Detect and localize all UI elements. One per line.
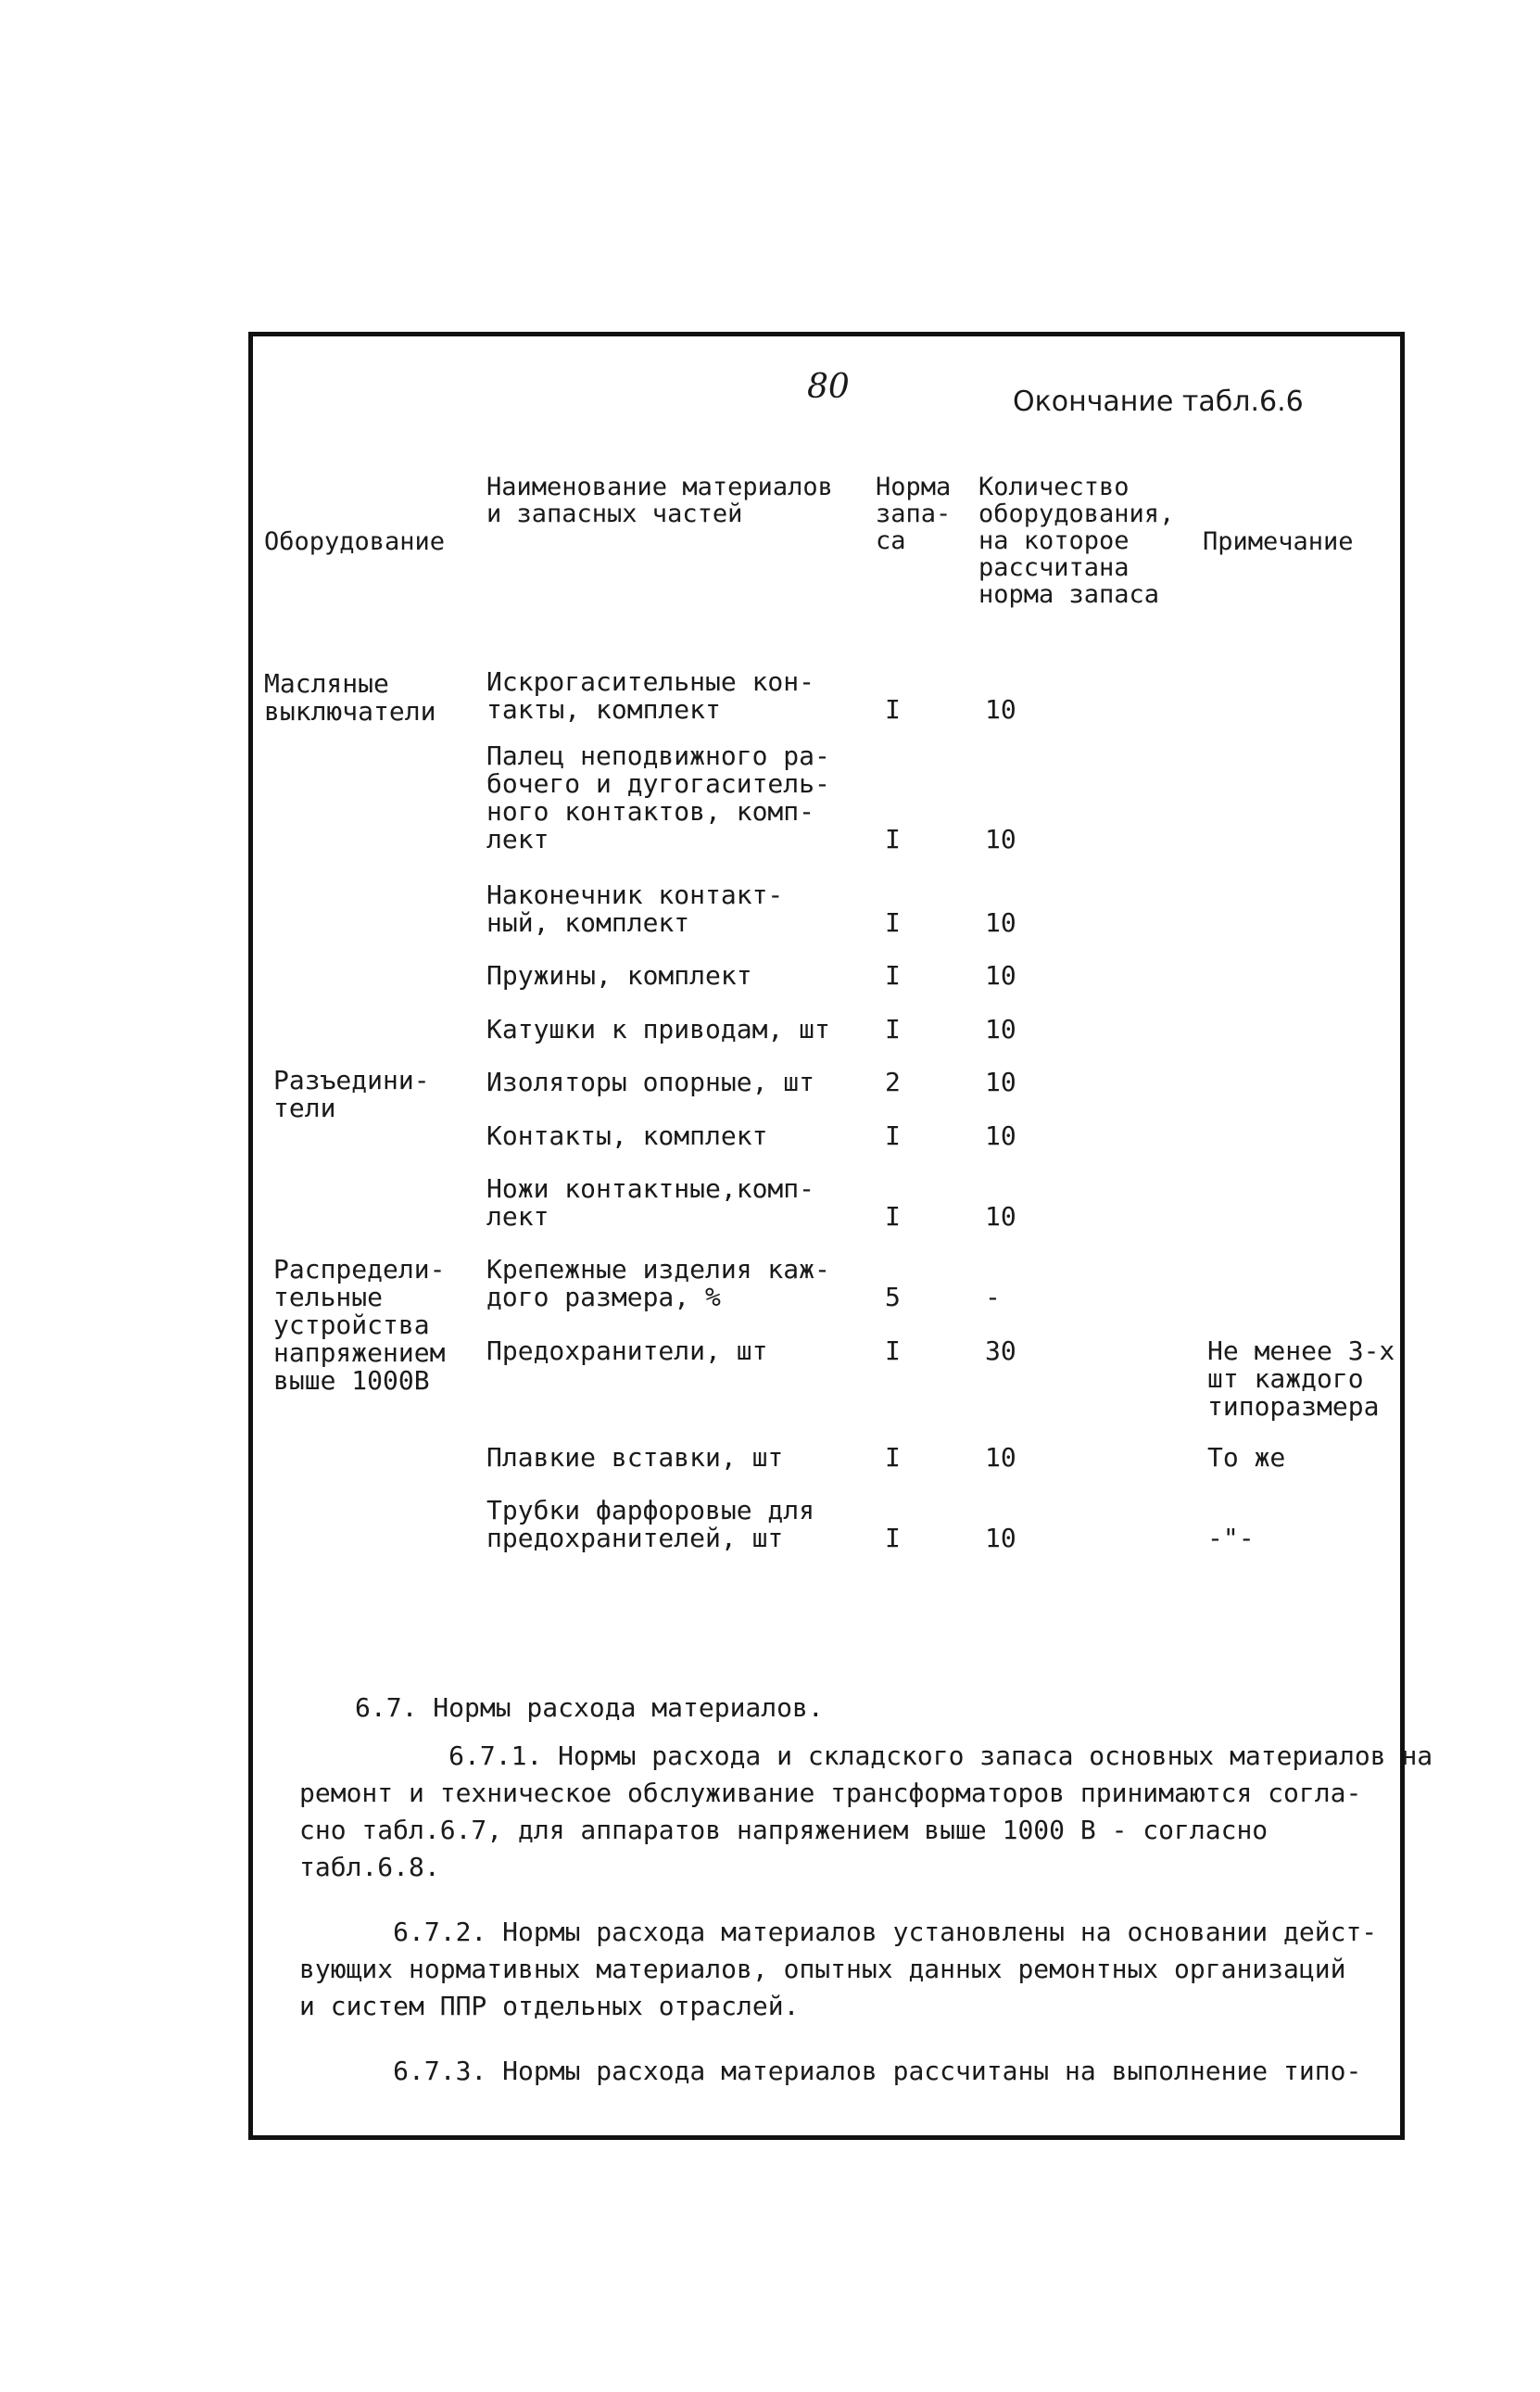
quantity-cell: 10 bbox=[985, 1201, 1016, 1232]
material-cell: Катушки к приводам, шт bbox=[486, 1014, 830, 1044]
material-cell: Контакты, комплект bbox=[486, 1120, 768, 1151]
note-cell: То же bbox=[1207, 1442, 1286, 1473]
quantity-cell: 10 bbox=[985, 1523, 1016, 1553]
page-frame bbox=[248, 332, 1433, 2140]
material-cell: Пружины, комплект bbox=[486, 960, 752, 991]
group-label: Разъедини- тели bbox=[273, 1065, 430, 1123]
header-quantity: Количество оборудования, на которое рассчитана норма запаса bbox=[978, 473, 1175, 609]
page-number: 80 bbox=[807, 368, 850, 406]
quantity-cell: 10 bbox=[985, 1120, 1016, 1151]
norm-cell: I bbox=[885, 824, 901, 854]
norm-cell: I bbox=[885, 1014, 901, 1044]
quantity-cell: 10 bbox=[985, 1067, 1016, 1097]
norm-cell: I bbox=[885, 907, 901, 938]
paragraph: 6.7.1. Нормы расхода и складского запаса основных материалов на ремонт и техническое обслуживание трансформаторов принимаются согла- сно табл.6.7, для аппаратов напряжением выше 1000 В - согласно табл.6.8. bbox=[299, 1740, 1433, 1882]
group-label: Масляные выключатели bbox=[264, 668, 436, 727]
norm-cell: 5 bbox=[885, 1282, 901, 1312]
header-materials: Наименование материалов и запасных частей bbox=[486, 473, 833, 528]
norm-cell: I bbox=[885, 1335, 901, 1366]
norm-cell: 2 bbox=[885, 1067, 901, 1097]
quantity-cell: 10 bbox=[985, 1014, 1016, 1044]
quantity-cell: 30 bbox=[985, 1335, 1016, 1366]
norm-cell: I bbox=[885, 1523, 901, 1553]
quantity-cell: 10 bbox=[985, 960, 1016, 991]
header-note: Примечание bbox=[1203, 527, 1354, 556]
material-cell: Искрогасительные кон- такты, комплект bbox=[486, 666, 815, 725]
quantity-cell: 10 bbox=[985, 1442, 1016, 1473]
norm-cell: I bbox=[885, 1201, 901, 1232]
norm-cell: I bbox=[885, 694, 901, 725]
norm-cell: I bbox=[885, 960, 901, 991]
norm-cell: I bbox=[885, 1442, 901, 1473]
note-cell: -"- bbox=[1207, 1523, 1255, 1553]
quantity-cell: 10 bbox=[985, 824, 1016, 854]
quantity-cell: 10 bbox=[985, 694, 1016, 725]
material-cell: Ножи контактные,комп- лект bbox=[486, 1173, 815, 1232]
material-cell: Плавкие вставки, шт bbox=[486, 1442, 784, 1473]
norm-cell: I bbox=[885, 1120, 901, 1151]
material-cell: Трубки фарфоровые для предохранителей, шт bbox=[486, 1495, 815, 1553]
table-continuation-label: Окончание табл.6.6 bbox=[1013, 386, 1304, 418]
material-cell: Предохранители, шт bbox=[486, 1335, 768, 1366]
header-equipment: Оборудование bbox=[264, 527, 446, 556]
quantity-cell: - bbox=[985, 1282, 1001, 1312]
group-label: Распредели- тельные устройства напряжением выше 1000В bbox=[273, 1254, 446, 1396]
material-cell: Палец неподвижного ра- бочего и дугогаситель- ного контактов, комп- лект bbox=[486, 740, 830, 854]
header-norm: Норма запа- са bbox=[876, 473, 952, 555]
material-cell: Наконечник контакт- ный, комплект bbox=[486, 880, 784, 938]
paragraph: 6.7.3. Нормы расхода материалов рассчитаны на выполнение типо- bbox=[299, 2056, 1362, 2086]
material-cell: Крепежные изделия каж- дого размера, % bbox=[486, 1254, 830, 1312]
note-cell: Не менее 3-х шт каждого типоразмера bbox=[1207, 1335, 1395, 1422]
material-cell: Изоляторы опорные, шт bbox=[486, 1067, 815, 1097]
quantity-cell: 10 bbox=[985, 907, 1016, 938]
section-heading: 6.7. Нормы расхода материалов. bbox=[355, 1692, 824, 1723]
paragraph: 6.7.2. Нормы расхода материалов установлены на основании дейст- вующих нормативных материалов, опытных данных ремонтных организаций и систем ППР отдельных отраслей. bbox=[299, 1917, 1378, 2021]
